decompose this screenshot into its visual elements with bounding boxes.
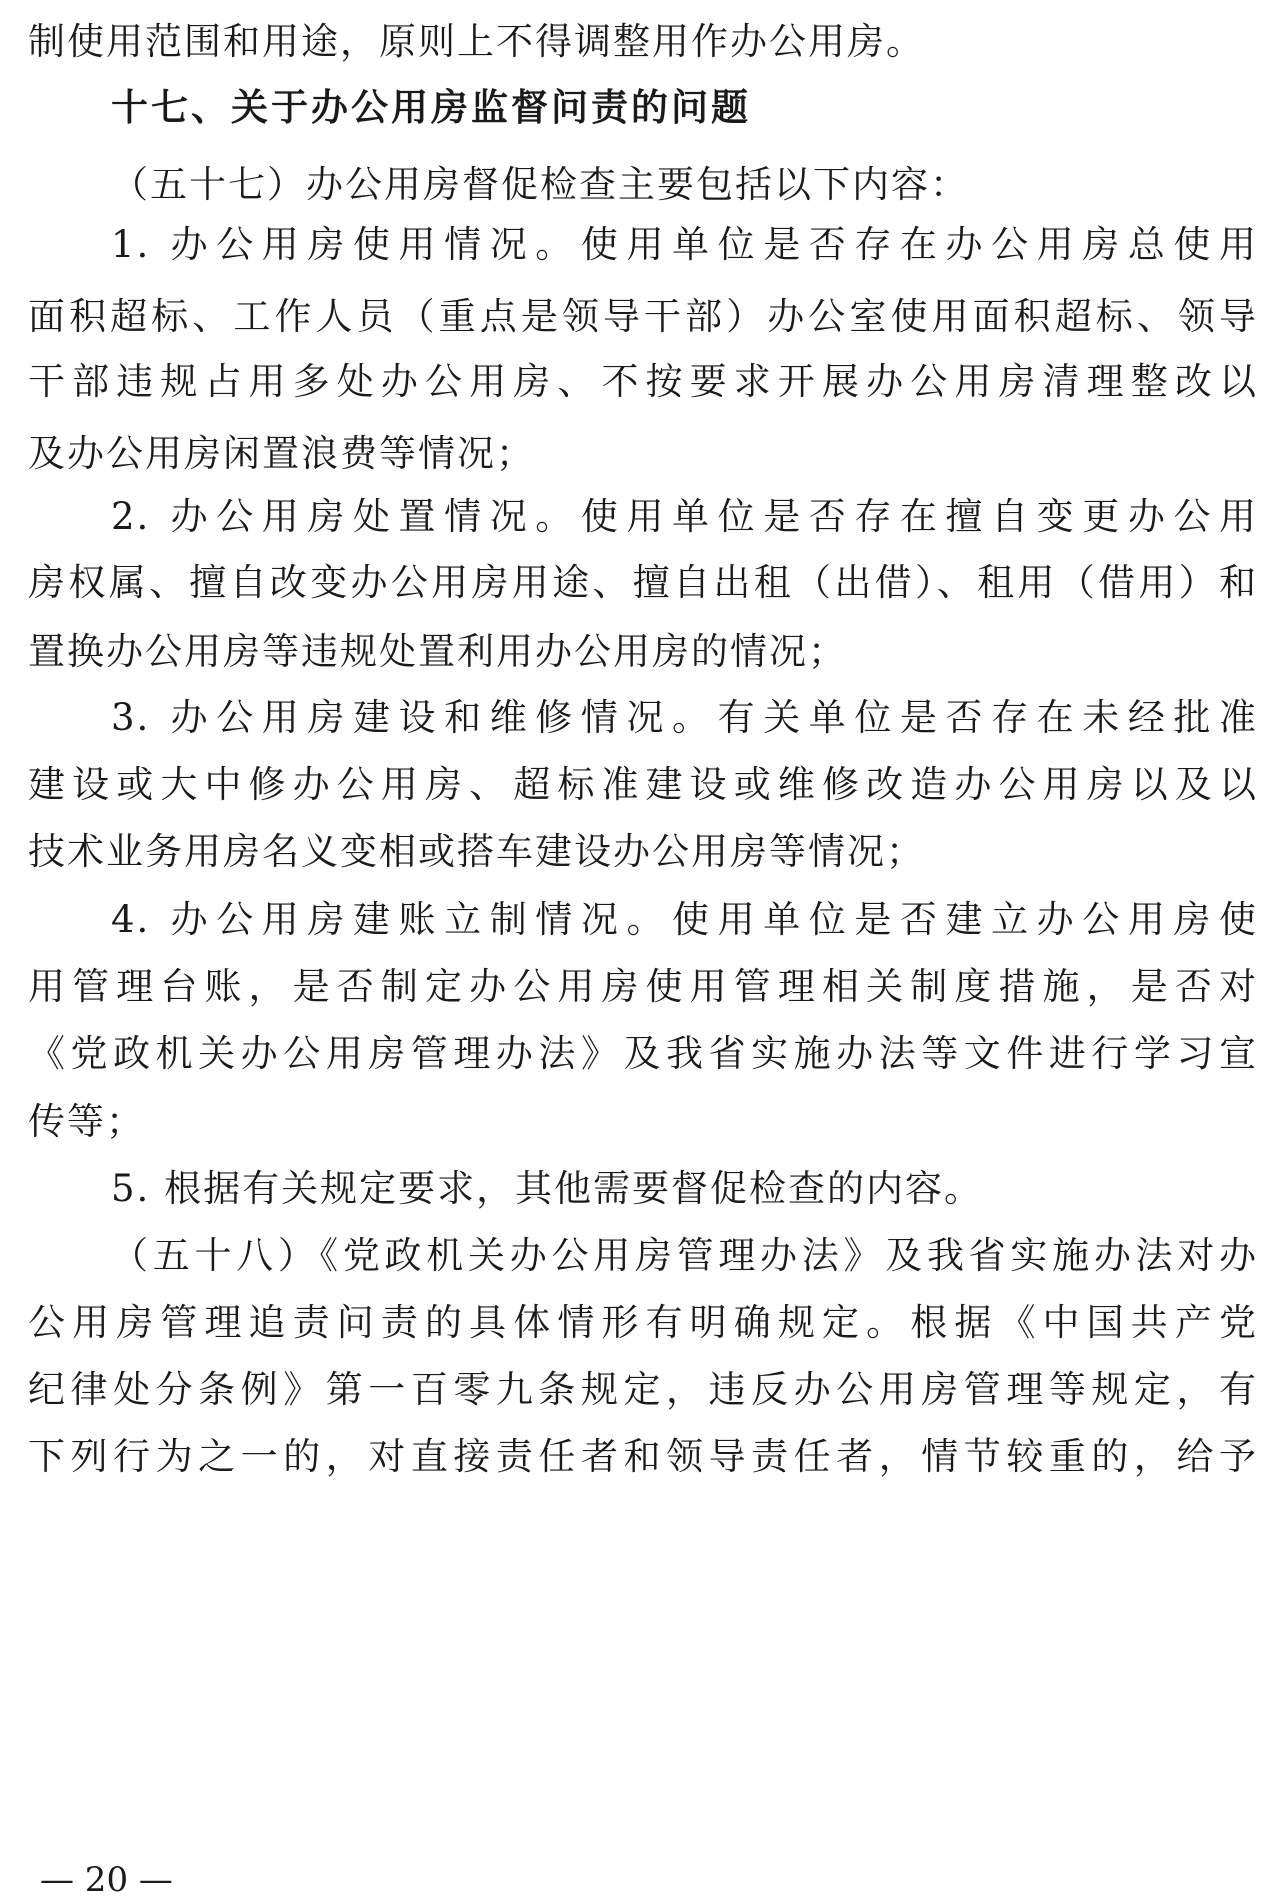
text-line: 制使用范围和用途，原则上不得调整用作办公用房。 — [28, 20, 925, 63]
text-line: 4. 办公用房建账立制情况。使用单位是否建立办公用房使 — [111, 898, 1258, 941]
text-line: 房权属、擅自改变办公用房用途、擅自出租（出借）、租用（借用）和 — [28, 561, 1258, 604]
text-line: 干部违规占用多处办公用房、不按要求开展办公用房清理整改以 — [28, 360, 1258, 403]
text-line: 传等； — [28, 1100, 145, 1143]
text-line: 及办公用房闲置浪费等情况； — [28, 432, 535, 475]
section-heading: 十七、关于办公用房监督问责的问题 — [111, 86, 751, 129]
text-line: （五十七）办公用房督促检查主要包括以下内容： — [111, 163, 969, 206]
text-line: 技术业务用房名义变相或搭车建设办公用房等情况； — [28, 830, 925, 873]
text-line: 5. 根据有关规定要求，其他需要督促检查的内容。 — [111, 1167, 984, 1210]
text-line: 1. 办公用房使用情况。使用单位是否存在办公用房总使用 — [111, 223, 1258, 266]
text-line: （五十八）《党政机关办公用房管理办法》及我省实施办法对办 — [111, 1234, 1258, 1277]
text-line: 《党政机关办公用房管理办法》及我省实施办法等文件进行学习宣 — [28, 1032, 1258, 1075]
text-line: 面积超标、工作人员（重点是领导干部）办公室使用面积超标、领导 — [28, 295, 1258, 338]
text-line: 2. 办公用房处置情况。使用单位是否存在擅自变更办公用 — [111, 495, 1258, 538]
text-line: 公用房管理追责问责的具体情形有明确规定。根据《中国共产党 — [28, 1301, 1258, 1344]
text-line: 用管理台账，是否制定办公用房使用管理相关制度措施，是否对 — [28, 965, 1258, 1008]
text-line: 建设或大中修办公用房、超标准建设或维修改造办公用房以及以 — [28, 763, 1258, 806]
text-line: 下列行为之一的，对直接责任者和领导责任者，情节较重的，给予 — [28, 1435, 1258, 1478]
text-line: 置换办公用房等违规处置利用办公用房的情况； — [28, 630, 847, 673]
page-number: — 20 — — [40, 1860, 173, 1900]
text-line: 纪律处分条例》第一百零九条规定，违反办公用房管理等规定，有 — [28, 1368, 1258, 1411]
text-line: 3. 办公用房建设和维修情况。有关单位是否存在未经批准 — [111, 696, 1258, 739]
